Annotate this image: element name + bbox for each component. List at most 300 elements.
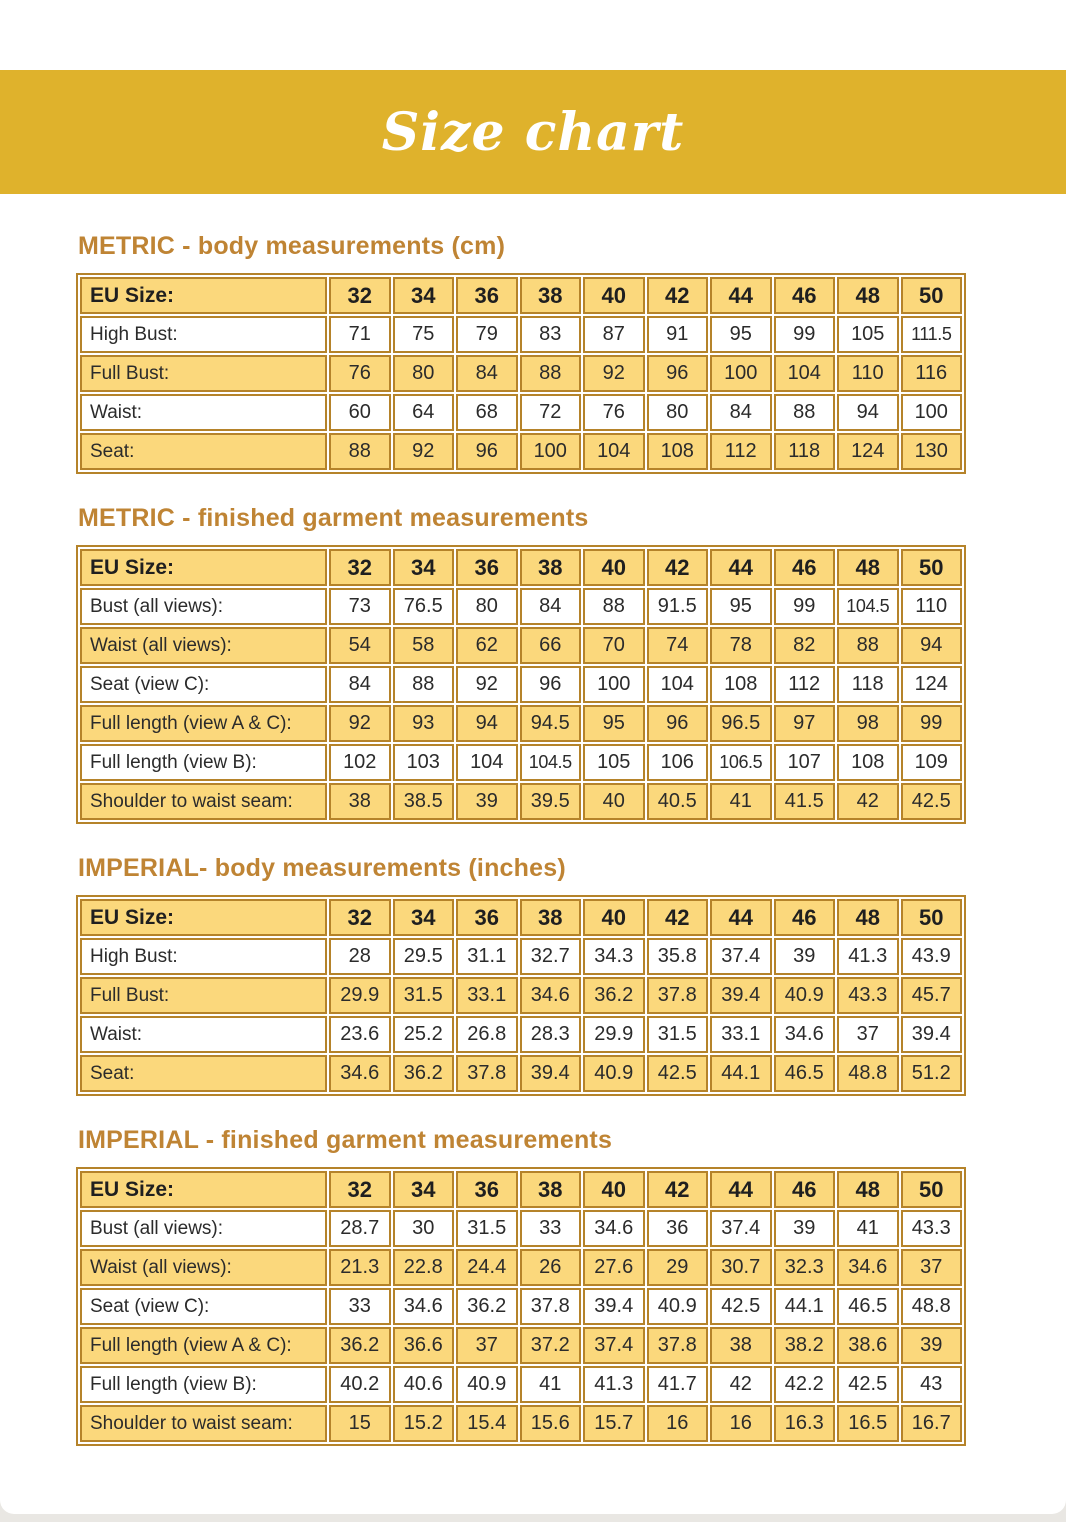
measurement-cell: 95 (710, 316, 772, 353)
row-label: Full length (view A & C): (80, 705, 327, 742)
measurement-cell: 62 (456, 627, 518, 664)
size-header-cell: 46 (774, 899, 836, 936)
size-header-cell: 40 (583, 277, 645, 314)
measurement-cell: 95 (710, 588, 772, 625)
measurement-section (76, 232, 966, 474)
measurement-cell: 29.5 (393, 938, 455, 975)
size-header-row (80, 899, 962, 936)
measurement-cell: 42.5 (647, 1055, 709, 1092)
row-label: Seat: (80, 1055, 327, 1092)
measurement-cell: 37 (837, 1016, 899, 1053)
row-label: Waist: (80, 1016, 327, 1053)
size-header-row (80, 277, 962, 314)
measurement-cell: 100 (710, 355, 772, 392)
measurement-cell: 41.7 (647, 1366, 709, 1403)
row-label: Full length (view A & C): (80, 1327, 327, 1364)
measurement-cell: 36.2 (456, 1288, 518, 1325)
measurement-cell: 39 (774, 938, 836, 975)
measurement-cell: 44.1 (710, 1055, 772, 1092)
measurement-row (80, 355, 962, 392)
measurement-cell: 41.3 (583, 1366, 645, 1403)
measurement-cell: 104 (647, 666, 709, 703)
measurement-cell: 35.8 (647, 938, 709, 975)
measurement-row (80, 588, 962, 625)
measurement-cell: 37 (901, 1249, 963, 1286)
measurement-cell: 15.2 (393, 1405, 455, 1442)
measurement-cell: 38.5 (393, 783, 455, 820)
measurement-cell: 34.6 (583, 1210, 645, 1247)
row-label: Waist: (80, 394, 327, 431)
measurement-cell: 37.8 (647, 977, 709, 1014)
measurement-cell: 104.5 (520, 744, 582, 781)
measurement-cell: 23.6 (329, 1016, 391, 1053)
measurement-cell: 105 (583, 744, 645, 781)
measurement-cell: 107 (774, 744, 836, 781)
measurement-cell: 39 (456, 783, 518, 820)
measurement-cell: 76 (329, 355, 391, 392)
measurement-cell: 99 (901, 705, 963, 742)
measurement-row (80, 744, 962, 781)
measurement-section (76, 854, 966, 1096)
measurement-cell: 36.2 (329, 1327, 391, 1364)
measurement-cell: 22.8 (393, 1249, 455, 1286)
measurement-cell: 25.2 (393, 1016, 455, 1053)
measurement-cell: 84 (710, 394, 772, 431)
row-label: Seat: (80, 433, 327, 470)
measurement-cell: 36.6 (393, 1327, 455, 1364)
measurement-row (80, 316, 962, 353)
measurement-cell: 42.2 (774, 1366, 836, 1403)
size-table (76, 1167, 966, 1446)
measurement-cell: 106 (647, 744, 709, 781)
measurement-cell: 102 (329, 744, 391, 781)
measurement-cell: 60 (329, 394, 391, 431)
measurement-row (80, 977, 962, 1014)
row-label: High Bust: (80, 938, 327, 975)
size-header-cell: 46 (774, 1171, 836, 1208)
measurement-cell: 36.2 (583, 977, 645, 1014)
measurement-cell: 100 (901, 394, 963, 431)
measurement-cell: 111.5 (901, 316, 963, 353)
measurement-cell: 40.5 (647, 783, 709, 820)
measurement-cell: 30 (393, 1210, 455, 1247)
measurement-cell: 88 (774, 394, 836, 431)
measurement-cell: 16.5 (837, 1405, 899, 1442)
size-chart-content (0, 194, 1066, 1446)
size-header-cell: 48 (837, 549, 899, 586)
size-header-cell: 38 (520, 277, 582, 314)
measurement-cell: 37 (456, 1327, 518, 1364)
measurement-cell: 80 (393, 355, 455, 392)
size-header-cell: 40 (583, 549, 645, 586)
row-label: Bust (all views): (80, 1210, 327, 1247)
measurement-cell: 28 (329, 938, 391, 975)
measurement-cell: 109 (901, 744, 963, 781)
measurement-cell: 84 (456, 355, 518, 392)
measurement-cell: 38 (329, 783, 391, 820)
measurement-cell: 21.3 (329, 1249, 391, 1286)
measurement-cell: 97 (774, 705, 836, 742)
measurement-cell: 104 (583, 433, 645, 470)
size-header-cell: 44 (710, 549, 772, 586)
measurement-cell: 108 (837, 744, 899, 781)
measurement-cell: 96 (647, 705, 709, 742)
size-header-cell: 32 (329, 899, 391, 936)
measurement-cell: 83 (520, 316, 582, 353)
measurement-cell: 46.5 (837, 1288, 899, 1325)
measurement-cell: 40 (583, 783, 645, 820)
measurement-cell: 28.3 (520, 1016, 582, 1053)
measurement-cell: 29 (647, 1249, 709, 1286)
measurement-cell: 108 (710, 666, 772, 703)
measurement-cell: 68 (456, 394, 518, 431)
measurement-cell: 39.4 (520, 1055, 582, 1092)
size-header-label: EU Size: (80, 549, 327, 586)
measurement-cell: 42.5 (837, 1366, 899, 1403)
measurement-cell: 34.3 (583, 938, 645, 975)
measurement-row (80, 783, 962, 820)
measurement-cell: 40.6 (393, 1366, 455, 1403)
measurement-cell: 124 (901, 666, 963, 703)
measurement-cell: 98 (837, 705, 899, 742)
measurement-row (80, 1055, 962, 1092)
measurement-cell: 100 (520, 433, 582, 470)
measurement-cell: 32.3 (774, 1249, 836, 1286)
size-header-cell: 38 (520, 899, 582, 936)
size-table-body (80, 899, 962, 1092)
measurement-cell: 99 (774, 316, 836, 353)
measurement-section (76, 504, 966, 824)
measurement-cell: 38.2 (774, 1327, 836, 1364)
measurement-cell: 88 (583, 588, 645, 625)
size-header-cell: 50 (901, 899, 963, 936)
measurement-cell: 118 (837, 666, 899, 703)
measurement-cell: 36 (647, 1210, 709, 1247)
size-header-cell: 36 (456, 899, 518, 936)
size-header-cell: 36 (456, 549, 518, 586)
measurement-cell: 16.7 (901, 1405, 963, 1442)
measurement-cell: 16.3 (774, 1405, 836, 1442)
measurement-cell: 76 (583, 394, 645, 431)
measurement-cell: 27.6 (583, 1249, 645, 1286)
measurement-cell: 58 (393, 627, 455, 664)
section-heading: METRIC - finished garment measurements (78, 504, 589, 532)
measurement-row (80, 394, 962, 431)
measurement-cell: 34.6 (774, 1016, 836, 1053)
measurement-cell: 39 (774, 1210, 836, 1247)
row-label: Waist (all views): (80, 627, 327, 664)
measurement-cell: 73 (329, 588, 391, 625)
measurement-row (80, 627, 962, 664)
measurement-cell: 95 (583, 705, 645, 742)
measurement-cell: 31.5 (393, 977, 455, 1014)
measurement-cell: 43.9 (901, 938, 963, 975)
measurement-row (80, 1405, 962, 1442)
section-heading: IMPERIAL- body measurements (inches) (78, 854, 566, 882)
measurement-cell: 15.6 (520, 1405, 582, 1442)
measurement-cell: 108 (647, 433, 709, 470)
measurement-cell: 94 (901, 627, 963, 664)
measurement-cell: 96 (647, 355, 709, 392)
row-label: Bust (all views): (80, 588, 327, 625)
size-table-body (80, 1171, 962, 1442)
measurement-cell: 42 (710, 1366, 772, 1403)
measurement-row (80, 705, 962, 742)
measurement-cell: 82 (774, 627, 836, 664)
measurement-cell: 130 (901, 433, 963, 470)
measurement-cell: 79 (456, 316, 518, 353)
size-header-label: EU Size: (80, 899, 327, 936)
measurement-cell: 16 (647, 1405, 709, 1442)
size-table (76, 895, 966, 1096)
row-label: Seat (view C): (80, 666, 327, 703)
size-header-cell: 46 (774, 549, 836, 586)
measurement-cell: 34.6 (837, 1249, 899, 1286)
size-header-cell: 44 (710, 899, 772, 936)
size-header-cell: 38 (520, 549, 582, 586)
measurement-cell: 112 (710, 433, 772, 470)
measurement-cell: 26 (520, 1249, 582, 1286)
measurement-cell: 39.5 (520, 783, 582, 820)
measurement-row (80, 1249, 962, 1286)
size-header-label: EU Size: (80, 1171, 327, 1208)
measurement-cell: 91.5 (647, 588, 709, 625)
measurement-cell: 31.1 (456, 938, 518, 975)
size-header-cell: 32 (329, 1171, 391, 1208)
measurement-cell: 88 (329, 433, 391, 470)
measurement-cell: 37.8 (520, 1288, 582, 1325)
measurement-cell: 15.7 (583, 1405, 645, 1442)
measurement-row (80, 1016, 962, 1053)
measurement-cell: 37.4 (710, 1210, 772, 1247)
measurement-cell: 92 (393, 433, 455, 470)
measurement-cell: 88 (837, 627, 899, 664)
measurement-cell: 43.3 (837, 977, 899, 1014)
measurement-cell: 33.1 (710, 1016, 772, 1053)
measurement-cell: 40.9 (774, 977, 836, 1014)
size-header-cell: 48 (837, 1171, 899, 1208)
size-header-cell: 32 (329, 277, 391, 314)
measurement-cell: 112 (774, 666, 836, 703)
measurement-cell: 40.9 (456, 1366, 518, 1403)
size-header-cell: 44 (710, 277, 772, 314)
measurement-cell: 51.2 (901, 1055, 963, 1092)
measurement-cell: 40.9 (647, 1288, 709, 1325)
measurement-cell: 36.2 (393, 1055, 455, 1092)
measurement-cell: 39 (901, 1327, 963, 1364)
measurement-cell: 116 (901, 355, 963, 392)
measurement-cell: 105 (837, 316, 899, 353)
size-header-cell: 48 (837, 277, 899, 314)
row-label: Full Bust: (80, 977, 327, 1014)
measurement-cell: 33 (329, 1288, 391, 1325)
measurement-cell: 46.5 (774, 1055, 836, 1092)
measurement-cell: 33 (520, 1210, 582, 1247)
measurement-cell: 66 (520, 627, 582, 664)
measurement-cell: 93 (393, 705, 455, 742)
measurement-cell: 91 (647, 316, 709, 353)
size-header-cell: 42 (647, 899, 709, 936)
measurement-cell: 41.5 (774, 783, 836, 820)
measurement-cell: 104 (774, 355, 836, 392)
size-header-cell: 42 (647, 1171, 709, 1208)
size-header-cell: 50 (901, 277, 963, 314)
measurement-cell: 41 (710, 783, 772, 820)
size-header-cell: 40 (583, 899, 645, 936)
measurement-cell: 74 (647, 627, 709, 664)
measurement-cell: 32.7 (520, 938, 582, 975)
measurement-cell: 40.9 (583, 1055, 645, 1092)
size-header-cell: 34 (393, 1171, 455, 1208)
measurement-cell: 110 (901, 588, 963, 625)
measurement-cell: 48.8 (837, 1055, 899, 1092)
row-label: Shoulder to waist seam: (80, 783, 327, 820)
size-header-cell: 48 (837, 899, 899, 936)
measurement-cell: 64 (393, 394, 455, 431)
measurement-cell: 31.5 (456, 1210, 518, 1247)
measurement-cell: 84 (520, 588, 582, 625)
measurement-cell: 96 (520, 666, 582, 703)
measurement-cell: 28.7 (329, 1210, 391, 1247)
size-header-cell: 44 (710, 1171, 772, 1208)
size-header-cell: 40 (583, 1171, 645, 1208)
measurement-cell: 71 (329, 316, 391, 353)
measurement-cell: 80 (456, 588, 518, 625)
measurement-cell: 99 (774, 588, 836, 625)
measurement-cell: 96 (456, 433, 518, 470)
size-header-cell: 34 (393, 277, 455, 314)
measurement-cell: 92 (456, 666, 518, 703)
size-table-body (80, 549, 962, 820)
measurement-cell: 37.8 (647, 1327, 709, 1364)
measurement-row (80, 1288, 962, 1325)
size-header-cell: 42 (647, 277, 709, 314)
measurement-cell: 34.6 (329, 1055, 391, 1092)
measurement-cell: 76.5 (393, 588, 455, 625)
measurement-cell: 34.6 (393, 1288, 455, 1325)
size-header-cell: 50 (901, 1171, 963, 1208)
size-header-cell: 46 (774, 277, 836, 314)
measurement-cell: 54 (329, 627, 391, 664)
measurement-cell: 45.7 (901, 977, 963, 1014)
size-table (76, 273, 966, 474)
measurement-cell: 43 (901, 1366, 963, 1403)
size-header-row (80, 549, 962, 586)
row-label: Full Bust: (80, 355, 327, 392)
measurement-row (80, 1366, 962, 1403)
measurement-cell: 37.2 (520, 1327, 582, 1364)
measurement-cell: 75 (393, 316, 455, 353)
measurement-cell: 42.5 (901, 783, 963, 820)
measurement-cell: 41.3 (837, 938, 899, 975)
measurement-cell: 41 (837, 1210, 899, 1247)
size-table (76, 545, 966, 824)
row-label: Shoulder to waist seam: (80, 1405, 327, 1442)
measurement-cell: 80 (647, 394, 709, 431)
measurement-cell: 15 (329, 1405, 391, 1442)
measurement-cell: 33.1 (456, 977, 518, 1014)
measurement-cell: 37.4 (583, 1327, 645, 1364)
measurement-cell: 30.7 (710, 1249, 772, 1286)
row-label: Full length (view B): (80, 744, 327, 781)
size-header-cell: 42 (647, 549, 709, 586)
measurement-cell: 92 (583, 355, 645, 392)
section-heading: METRIC - body measurements (cm) (78, 232, 506, 260)
measurement-cell: 31.5 (647, 1016, 709, 1053)
measurement-cell: 48.8 (901, 1288, 963, 1325)
measurement-cell: 124 (837, 433, 899, 470)
measurement-cell: 110 (837, 355, 899, 392)
measurement-cell: 15.4 (456, 1405, 518, 1442)
measurement-cell: 29.9 (583, 1016, 645, 1053)
measurement-cell: 70 (583, 627, 645, 664)
size-table-body (80, 277, 962, 470)
size-header-row (80, 1171, 962, 1208)
measurement-row (80, 1327, 962, 1364)
measurement-cell: 43.3 (901, 1210, 963, 1247)
size-header-cell: 34 (393, 549, 455, 586)
measurement-cell: 100 (583, 666, 645, 703)
measurement-cell: 39.4 (710, 977, 772, 1014)
measurement-cell: 104 (456, 744, 518, 781)
page-title: Size chart (381, 101, 685, 163)
size-header-cell: 34 (393, 899, 455, 936)
measurement-cell: 103 (393, 744, 455, 781)
measurement-row (80, 666, 962, 703)
row-label: High Bust: (80, 316, 327, 353)
size-header-cell: 36 (456, 277, 518, 314)
measurement-cell: 26.8 (456, 1016, 518, 1053)
measurement-cell: 94 (837, 394, 899, 431)
measurement-cell: 92 (329, 705, 391, 742)
row-label: Waist (all views): (80, 1249, 327, 1286)
measurement-row (80, 433, 962, 470)
section-heading: IMPERIAL - finished garment measurements (78, 1126, 613, 1154)
measurement-cell: 24.4 (456, 1249, 518, 1286)
measurement-cell: 94 (456, 705, 518, 742)
measurement-cell: 29.9 (329, 977, 391, 1014)
measurement-cell: 78 (710, 627, 772, 664)
measurement-cell: 88 (520, 355, 582, 392)
measurement-row (80, 938, 962, 975)
measurement-cell: 42.5 (710, 1288, 772, 1325)
measurement-cell: 94.5 (520, 705, 582, 742)
size-header-cell: 50 (901, 549, 963, 586)
measurement-cell: 84 (329, 666, 391, 703)
measurement-cell: 44.1 (774, 1288, 836, 1325)
measurement-cell: 39.4 (583, 1288, 645, 1325)
measurement-cell: 40.2 (329, 1366, 391, 1403)
measurement-cell: 38 (710, 1327, 772, 1364)
measurement-cell: 106.5 (710, 744, 772, 781)
measurement-section (76, 1126, 966, 1446)
row-label: Seat (view C): (80, 1288, 327, 1325)
measurement-cell: 38.6 (837, 1327, 899, 1364)
measurement-cell: 72 (520, 394, 582, 431)
size-chart-sections (76, 232, 966, 1446)
size-header-cell: 38 (520, 1171, 582, 1208)
measurement-cell: 87 (583, 316, 645, 353)
measurement-row (80, 1210, 962, 1247)
measurement-cell: 39.4 (901, 1016, 963, 1053)
measurement-cell: 88 (393, 666, 455, 703)
measurement-cell: 118 (774, 433, 836, 470)
measurement-cell: 37.4 (710, 938, 772, 975)
measurement-cell: 104.5 (837, 588, 899, 625)
size-header-cell: 36 (456, 1171, 518, 1208)
measurement-cell: 16 (710, 1405, 772, 1442)
title-banner (0, 70, 1066, 194)
